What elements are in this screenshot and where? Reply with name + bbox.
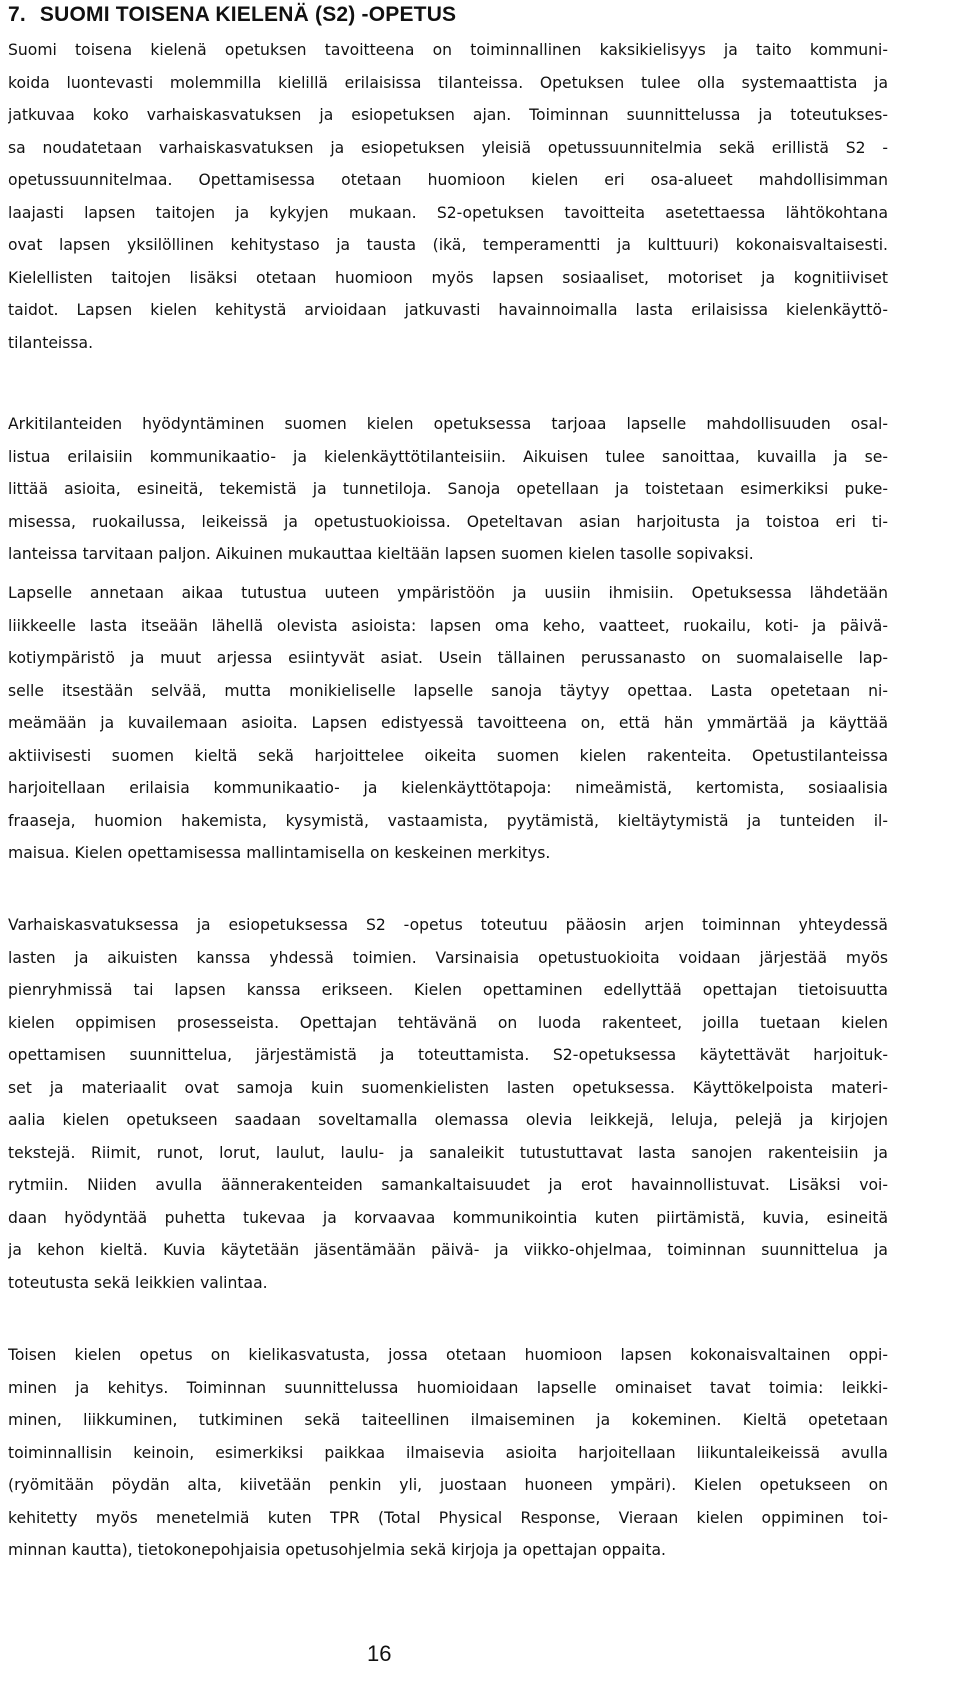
text-line: kehitetty myös menetelmiä kuten TPR (Total Physical Response, Vieraan kielen oppiminen toi- bbox=[8, 1508, 888, 1527]
text-line: liikkeelle lasta itseään lähellä olevista asioista: lapsen oma keho, vaatteet, ruokailu, koti- ja päivä- bbox=[8, 616, 888, 635]
text-line: jatkuvaa koko varhaiskasvatuksen ja esiopetuksen ajan. Toiminnan suunnittelussa ja toteutukses- bbox=[8, 106, 888, 124]
text-line: toteutusta sekä leikkien valintaa. bbox=[8, 1273, 268, 1292]
text-line: littää asioita, esineitä, tekemistä ja tunnetiloja. Sanoja opetellaan ja toistetaan esimerkiksi puke- bbox=[8, 480, 888, 498]
text-line: set ja materiaalit ovat samoja kuin suomenkielisten lasten opetuksessa. Käyttökelpoista materi- bbox=[8, 1078, 888, 1097]
text-line: lasten ja aikuisten kanssa yhdessä toimien. Varsinaisia opetustuokioita voidaan järjestää myös bbox=[8, 948, 888, 967]
text-line: lanteissa tarvitaan paljon. Aikuinen mukauttaa kieltään lapsen suomen kielen tasolle sopivaksi. bbox=[8, 545, 754, 563]
text-line: listua erilaisiin kommunikaatio- ja kielenkäyttötilanteisiin. Aikuisen tulee sanoittaa, kuvailla ja se- bbox=[8, 447, 888, 466]
text-line: taidot. Lapsen kielen kehitystä arvioidaan jatkuvasti havainnoimalla lasta erilaisissa kielenkäyttö- bbox=[8, 301, 888, 319]
text-line: Toisen kielen opetus on kielikasvatusta, jossa otetaan huomioon lapsen kokonaisvaltainen oppi- bbox=[8, 1346, 888, 1364]
text-line: minen ja kehitys. Toiminnan suunnittelussa huomioidaan lapselle ominaiset tavat toimia: leikki- bbox=[8, 1378, 888, 1397]
text-line: opetussuunnitelmaa. Opettamisessa otetaan huomioon kielen eri osa-alueet mahdollisimman bbox=[8, 171, 888, 189]
text-line: pienryhmissä tai lapsen kanssa erikseen. Kielen opettaminen edellyttää opettajan tietoisuutta bbox=[8, 981, 888, 999]
text-line: (ryömitään pöydän alta, kiivetään penkin yli, juostaan huoneen ympäri). Kielen opetukseen on bbox=[8, 1476, 888, 1494]
text-line: ja kehon kieltä. Kuvia käytetään jäsentämään päivä- ja viikko-ohjelmaa, toiminnan suunnittelua ja bbox=[8, 1241, 888, 1259]
text-line: aalia kielen opetukseen saadaan soveltamalla olemassa olevia leikkejä, leluja, pelejä ja kirjojen bbox=[8, 1111, 888, 1129]
text-line: Lapselle annetaan aikaa tutustua uuteen ympäristöön ja uusiin ihmisiin. Opetuksessa lähdetään bbox=[8, 584, 888, 602]
text-line: Arkitilanteiden hyödyntäminen suomen kielen opetuksessa tarjoaa lapselle mahdollisuuden osal- bbox=[8, 415, 888, 433]
text-line: koida luontevasti molemmilla kielillä erilaisissa tilanteissa. Opetuksen tulee olla systemaattista ja bbox=[8, 73, 888, 92]
text-line: tekstejä. Riimit, runot, lorut, laulut, laulu- ja sanaleikit tutustuttavat lasta sanojen rakenteisiin ja bbox=[8, 1143, 888, 1162]
text-line: opettamisen suunnittelua, järjestämistä ja toteuttamista. S2-opetuksessa käytettävät harjoituk- bbox=[8, 1046, 888, 1064]
text-line: harjoitellaan erilaisia kommunikaatio- ja kielenkäyttötapoja: nimeämistä, kertomista, sosiaalisia bbox=[8, 779, 888, 797]
text-line: kielen oppimisen prosesseista. Opettajan tehtävänä on luoda rakenteet, joilla tuetaan kielen bbox=[8, 1013, 888, 1032]
text-line: toiminnallisin keinoin, esimerkiksi paikkaa ilmaisevia asioita harjoitellaan liikuntaleikeissä avulla bbox=[8, 1443, 888, 1462]
text-line: laajasti lapsen taitojen ja kykyjen mukaan. S2-opetuksen tavoitteita asetettaessa lähtökohtana bbox=[8, 203, 888, 222]
text-line: minen, liikkuminen, tutkiminen sekä taiteellinen ilmaiseminen ja kokeminen. Kieltä opetetaan bbox=[8, 1411, 888, 1429]
text-line: meämään ja kuvailemaan asioita. Lapsen edistyessä tavoitteena on, että hän ymmärtää ja käyttää bbox=[8, 714, 888, 732]
section-number: 7. bbox=[8, 3, 26, 26]
paragraph-3 bbox=[8, 577, 888, 870]
text-line: daan hyödyntää puhetta tukevaa ja korvaavaa kommunikointia kuten piirtämistä, kuvia, esineitä bbox=[8, 1208, 888, 1227]
text-line: Varhaiskasvatuksessa ja esiopetuksessa S2 -opetus toteutuu pääosin arjen toiminnan yhteydessä bbox=[8, 916, 888, 934]
text-line: rytmiin. Niiden avulla äännerakenteiden samankaltaisuudet ja erot havainnollistuvat. Lisäksi voi- bbox=[8, 1176, 888, 1194]
text-line: maisua. Kielen opettamisessa mallintamisella on keskeinen merkitys. bbox=[8, 844, 551, 862]
section-heading bbox=[8, 0, 456, 30]
paragraph-5 bbox=[8, 1339, 888, 1567]
text-line: sa noudatetaan varhaiskasvatuksen ja esiopetuksen yleisiä opetussuunnitelmia sekä erillistä S2 - bbox=[8, 138, 888, 157]
text-line: minnan kautta), tietokonepohjaisia opetusohjelmia sekä kirjoja ja opettajan oppaita. bbox=[8, 1541, 666, 1559]
text-line: misessa, ruokailussa, leikeissä ja opetustuokioissa. Opeteltavan asian harjoitusta ja toistoa eri ti- bbox=[8, 512, 888, 531]
text-line: Kielellisten taitojen lisäksi otetaan huomioon myös lapsen sosiaaliset, motoriset ja kognitiiviset bbox=[8, 268, 888, 287]
text-line: ovat lapsen yksilöllinen kehitystaso ja tausta (ikä, temperamentti ja kulttuuri) kokonaisvaltaisesti. bbox=[8, 236, 888, 254]
page-number: 16 bbox=[367, 1641, 392, 1666]
text-line: Suomi toisena kielenä opetuksen tavoitteena on toiminnallinen kaksikielisyys ja taito kommuni- bbox=[8, 41, 888, 59]
text-line: selle itsestään selvää, mutta monikieliselle lapselle sanoja täytyy opettaa. Lasta opetetaan ni- bbox=[8, 681, 888, 700]
text-line: aktiivisesti suomen kieltä sekä harjoittelee oikeita suomen kielen rakenteita. Opetustilanteissa bbox=[8, 746, 888, 765]
text-line: tilanteissa. bbox=[8, 333, 94, 352]
paragraph-1 bbox=[8, 34, 888, 359]
text-line: fraaseja, huomion hakemista, kysymistä, vastaamista, pyytämistä, kieltäytymistä ja tunteiden il- bbox=[8, 811, 888, 830]
text-line: kotiympäristö ja muut arjessa esiintyvät asiat. Usein tällainen perussanasto on suomalaiselle lap- bbox=[8, 649, 888, 667]
section-title: SUOMI TOISENA KIELENÄ (S2) -OPETUS bbox=[39, 3, 457, 26]
paragraph-4 bbox=[8, 909, 888, 1299]
paragraph-2 bbox=[8, 408, 888, 571]
